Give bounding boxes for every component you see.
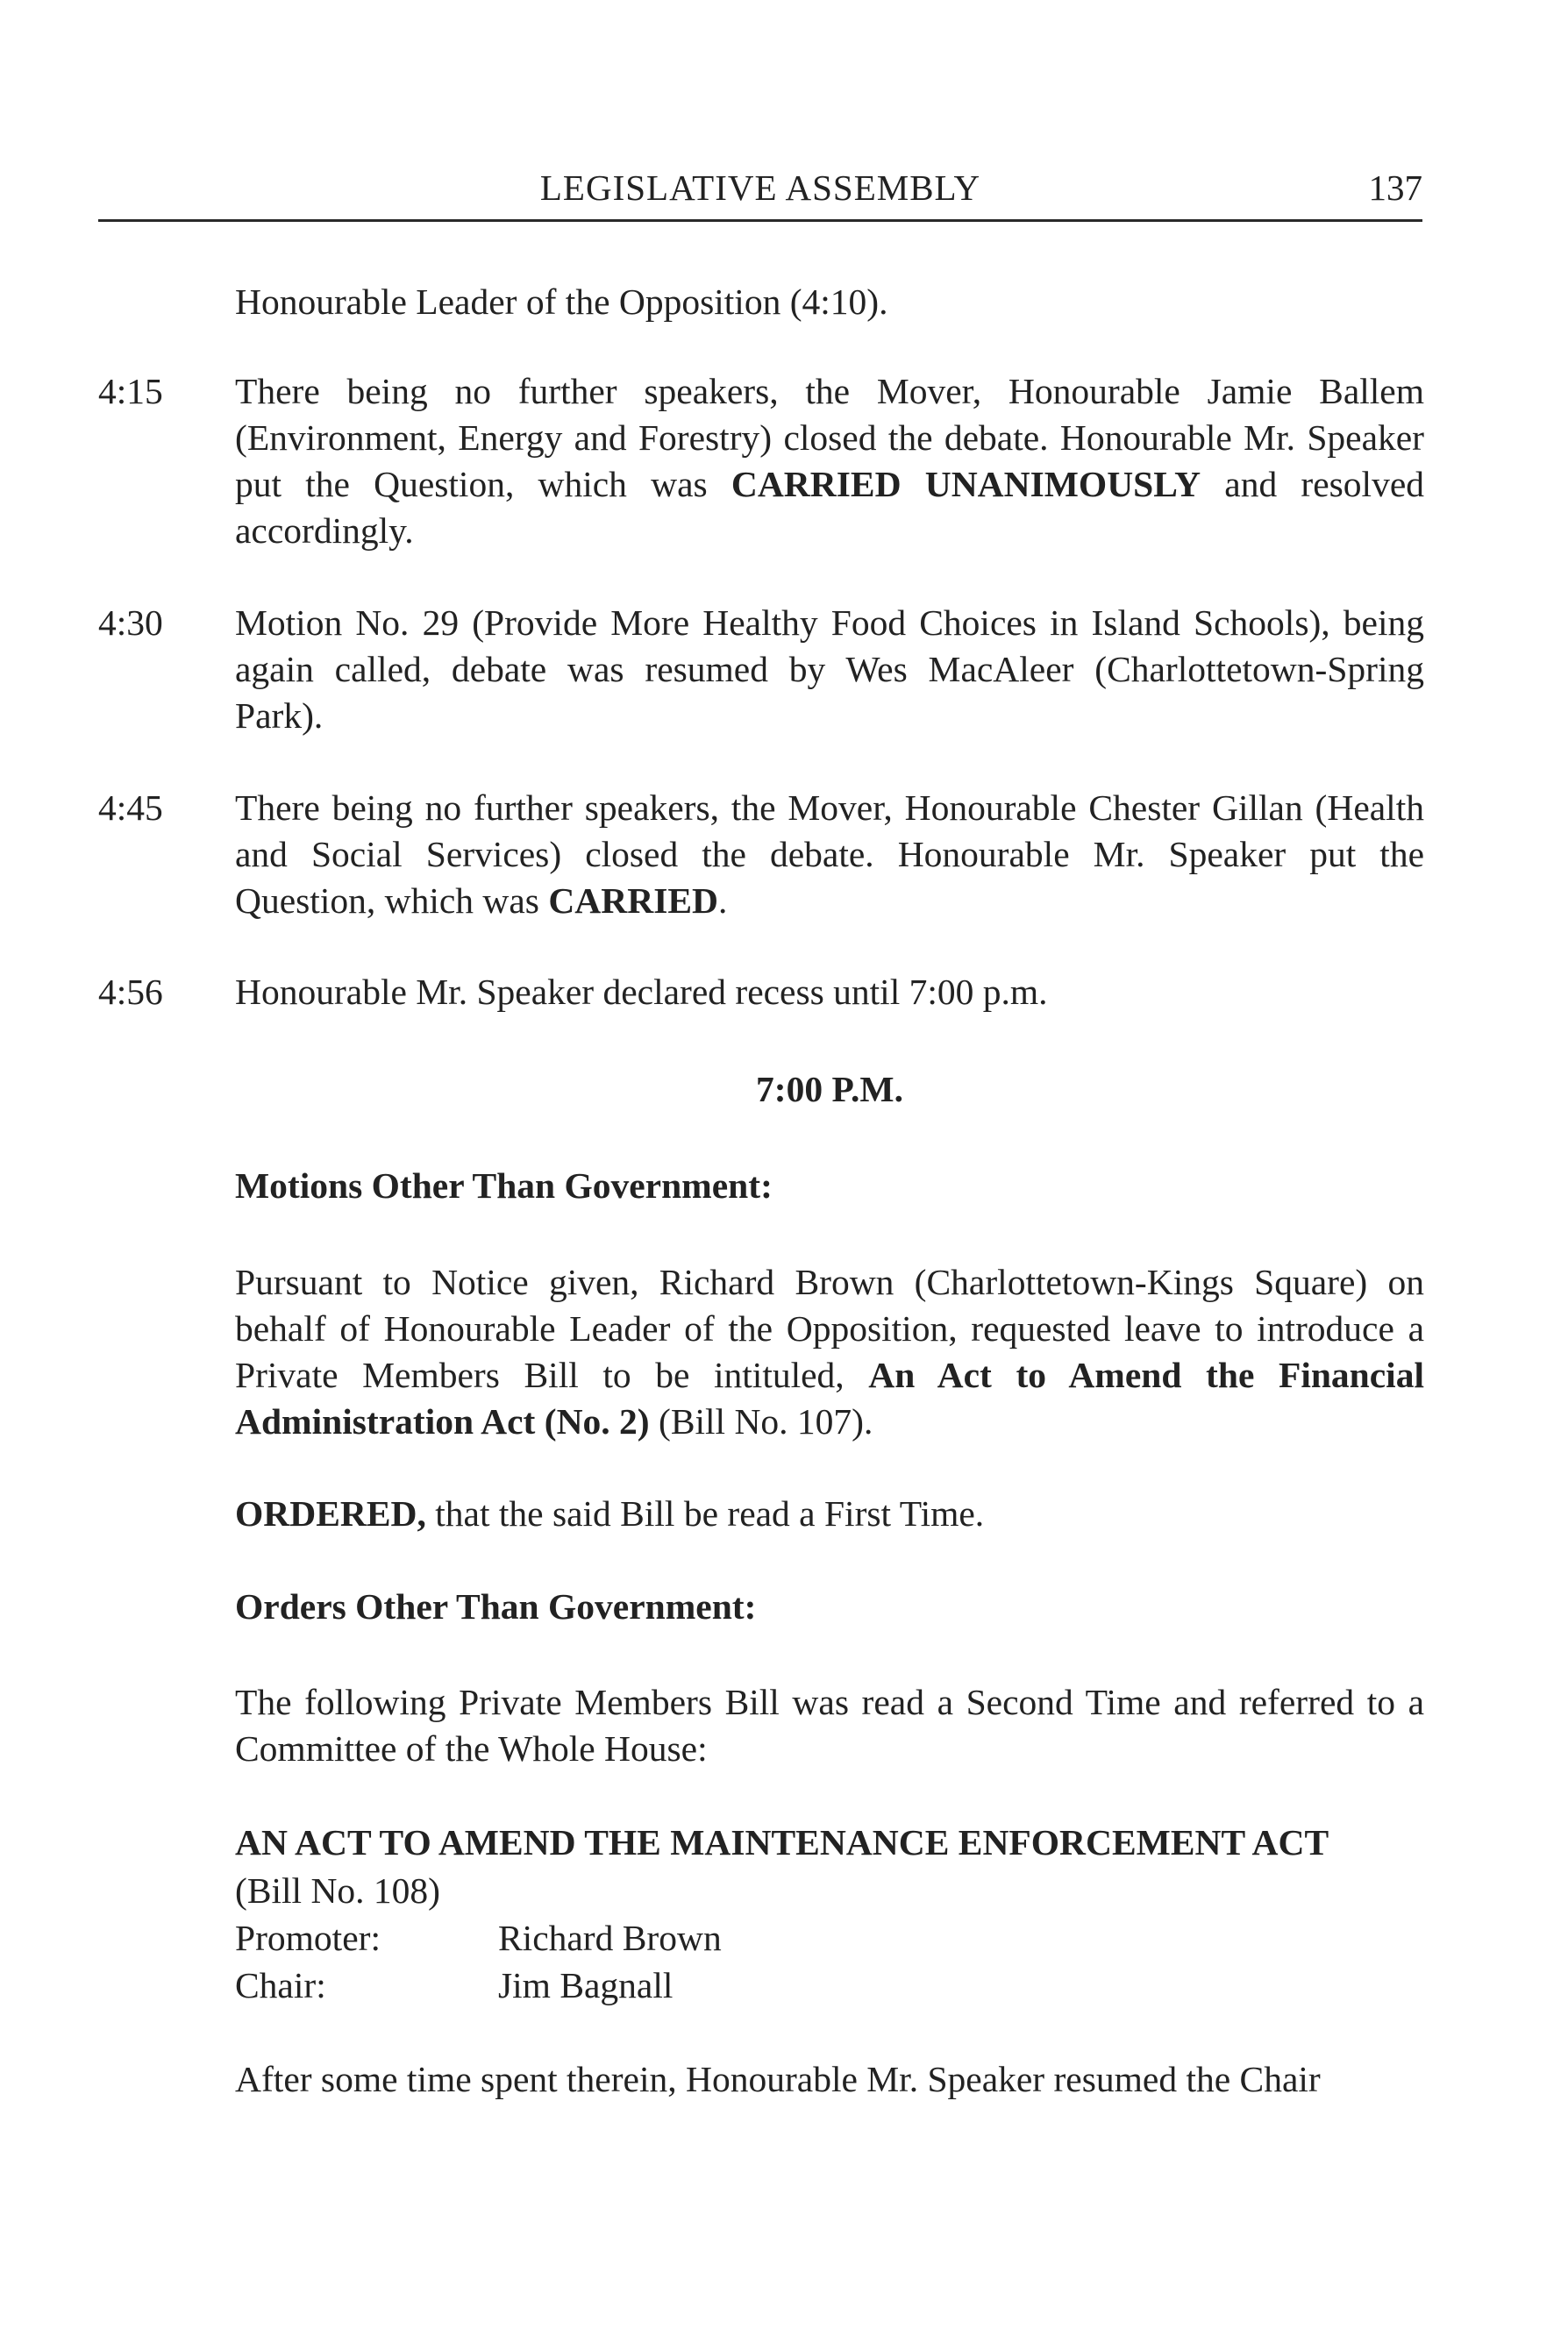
- bill-number: (Bill No. 108): [235, 1870, 441, 1911]
- promoter-name: Richard Brown: [498, 1918, 722, 1958]
- evening-time-heading: 7:00 P.M.: [756, 1069, 903, 1109]
- entry-text: There being no further speakers, the Mover, Honourable Chester Gillan (Health and Social Services) closed the debate. Honourable Mr. Speaker put the Question, which was: [235, 787, 1424, 921]
- chair-label: Chair:: [235, 1965, 326, 2005]
- entry-paragraph: [235, 368, 1424, 554]
- header-title: LEGISLATIVE ASSEMBLY: [539, 167, 981, 208]
- ordered-paragraph: [235, 1491, 1424, 1537]
- vote-result: CARRIED UNANIMOUSLY: [731, 464, 1201, 504]
- page-number: 137: [1368, 167, 1422, 208]
- ordered-label: ORDERED,: [235, 1493, 426, 1534]
- promoter-label: Promoter:: [235, 1918, 381, 1958]
- continuation-paragraph: Honourable Leader of the Opposition (4:10).: [235, 281, 888, 322]
- chair-name: Jim Bagnall: [498, 1965, 674, 2005]
- promoter-row: [235, 1915, 722, 1962]
- entry-time: 4:15: [98, 371, 163, 411]
- motion-text: Pursuant to Notice given, Richard Brown (Charlottetown-Kings Square) on behalf of Honourable Leader of the Opposition, requested leave to introduce a Private Members Bill to be intituled,: [235, 1262, 1424, 1395]
- motions-heading: Motions Other Than Government:: [235, 1165, 773, 1206]
- entry-paragraph: [235, 785, 1424, 924]
- chair-row: [235, 1962, 673, 2009]
- vote-result: CARRIED: [548, 880, 718, 921]
- entry-text: There being no further speakers, the Mover, Honourable Jamie Ballem (Environment, Energy and Forestry) closed the debate. Honourable Mr. Speaker put the Question, which was: [235, 371, 1424, 504]
- entry-paragraph: Motion No. 29 (Provide More Healthy Food Choices in Island Schools), being again called, debate was resumed by Wes MacAleer (Charlottetown-Spring Park).: [235, 602, 1424, 736]
- running-header: [98, 167, 1422, 222]
- entry-time: 4:56: [98, 972, 163, 1012]
- entry-paragraph: Honourable Mr. Speaker declared recess until 7:00 p.m.: [235, 972, 1048, 1012]
- bill-name: An Act to Amend the Financial Administration Act (No. 2): [235, 1355, 1424, 1442]
- motion-text-end: (Bill No. 107).: [649, 1401, 873, 1442]
- entry-text-end: .: [718, 880, 728, 921]
- orders-paragraph: The following Private Members Bill was read a Second Time and referred to a Committee of the Whole House:: [235, 1682, 1424, 1769]
- ordered-text: that the said Bill be read a First Time.: [425, 1493, 985, 1534]
- entry-text-end: and resolved accordingly.: [235, 464, 1424, 551]
- closing-line: After some time spent therein, Honourable Mr. Speaker resumed the Chair: [235, 2059, 1321, 2099]
- bill-title: AN ACT TO AMEND THE MAINTENANCE ENFORCEMENT ACT: [235, 1822, 1329, 1862]
- orders-heading: Orders Other Than Government:: [235, 1586, 757, 1627]
- entry-time: 4:45: [98, 787, 163, 828]
- entry-time: 4:30: [98, 602, 163, 643]
- motion-paragraph: [235, 1259, 1424, 1445]
